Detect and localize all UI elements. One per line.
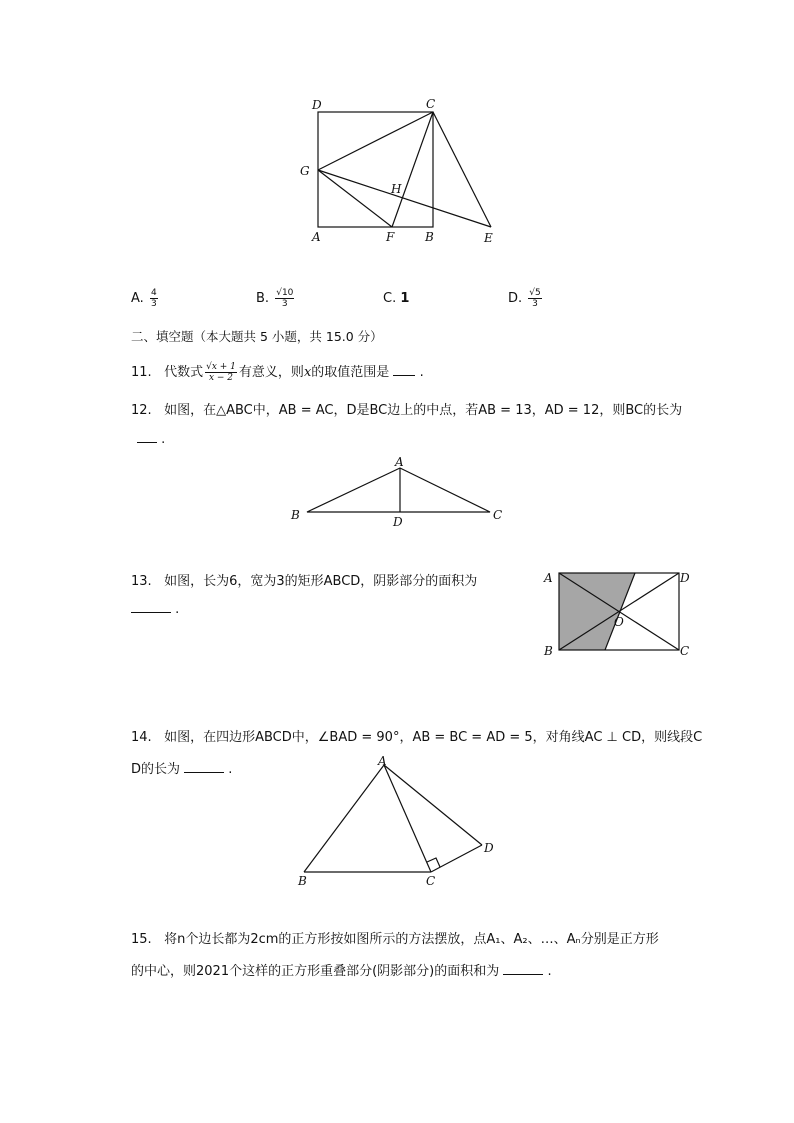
- question-12-line2: .: [137, 432, 165, 447]
- question-15-line2: 的中心，则2021个这样的正方形重叠部分(阴影部分)的面积和为 .: [131, 964, 552, 979]
- figure-q13: [538, 566, 698, 661]
- label-G: G: [300, 164, 310, 178]
- answer-blank[interactable]: [137, 432, 157, 443]
- question-12: 12. 如图，在△ABC中，AB = AC，D是BC边上的中点，若AB = 13，AD = 12，则BC的长为: [131, 403, 683, 418]
- option-b: B. $\frac{√10}{3}$: [256, 288, 294, 309]
- label-A: A: [312, 230, 321, 244]
- label-B: B: [425, 230, 434, 244]
- figure-q14: [290, 752, 510, 892]
- answer-blank[interactable]: [393, 365, 415, 376]
- question-13-line2: .: [131, 602, 179, 617]
- section-title: 二、填空题（本大题共 5 小题，共 15.0 分）: [131, 329, 383, 344]
- answer-blank[interactable]: [184, 762, 224, 773]
- label-F: F: [386, 230, 395, 244]
- fraction: $\frac{√5}{3}$: [529, 288, 541, 309]
- label-D: D: [484, 841, 494, 855]
- fraction: $\frac{√10}{3}$: [276, 288, 294, 309]
- label-H: H: [391, 182, 402, 196]
- question-15: 15. 将n个边长都为2cm的正方形按如图所示的方法摆放，点A₁、A₂、…、Aₙ分别是正方形: [131, 932, 659, 947]
- option-d: D. $\frac{√5}{3}$: [508, 288, 541, 309]
- label-D: D: [393, 515, 403, 529]
- question-11: 11. 代数式 $\frac{√x + 1}{x - 2}$ 有意义，则x的取值范围是 .: [131, 362, 424, 383]
- label-A: A: [544, 571, 553, 585]
- label-C: C: [426, 97, 436, 111]
- answer-blank[interactable]: [503, 964, 543, 975]
- label-A: A: [395, 455, 404, 469]
- label-B: B: [544, 644, 553, 658]
- option-c: C. 1: [383, 291, 410, 306]
- label-B: B: [298, 874, 307, 888]
- answer-blank[interactable]: [131, 602, 171, 613]
- question-13: 13. 如图，长为6，宽为3的矩形ABCD，阴影部分的面积为: [131, 574, 478, 589]
- question-14: 14. 如图，在四边形ABCD中，∠BAD = 90°，AB = BC = AD = 5，对角线AC ⊥ CD，则线段C: [131, 730, 703, 745]
- label-D: D: [312, 98, 322, 112]
- fraction: $\frac{4}{3}$: [150, 288, 157, 309]
- label-E: E: [484, 231, 493, 245]
- fraction: $\frac{√x + 1}{x - 2}$: [206, 362, 236, 383]
- figure-q12: [285, 452, 510, 532]
- figure-q10: [290, 90, 510, 250]
- label-C: C: [426, 874, 436, 888]
- label-O: O: [614, 615, 624, 629]
- label-C: C: [680, 644, 690, 658]
- label-B: B: [291, 508, 300, 522]
- label-A: A: [378, 754, 387, 768]
- question-14-line2: D的长为 .: [131, 762, 233, 777]
- option-a: A. $\frac{4}{3}$: [131, 288, 157, 309]
- label-C: C: [493, 508, 503, 522]
- label-D: D: [680, 571, 690, 585]
